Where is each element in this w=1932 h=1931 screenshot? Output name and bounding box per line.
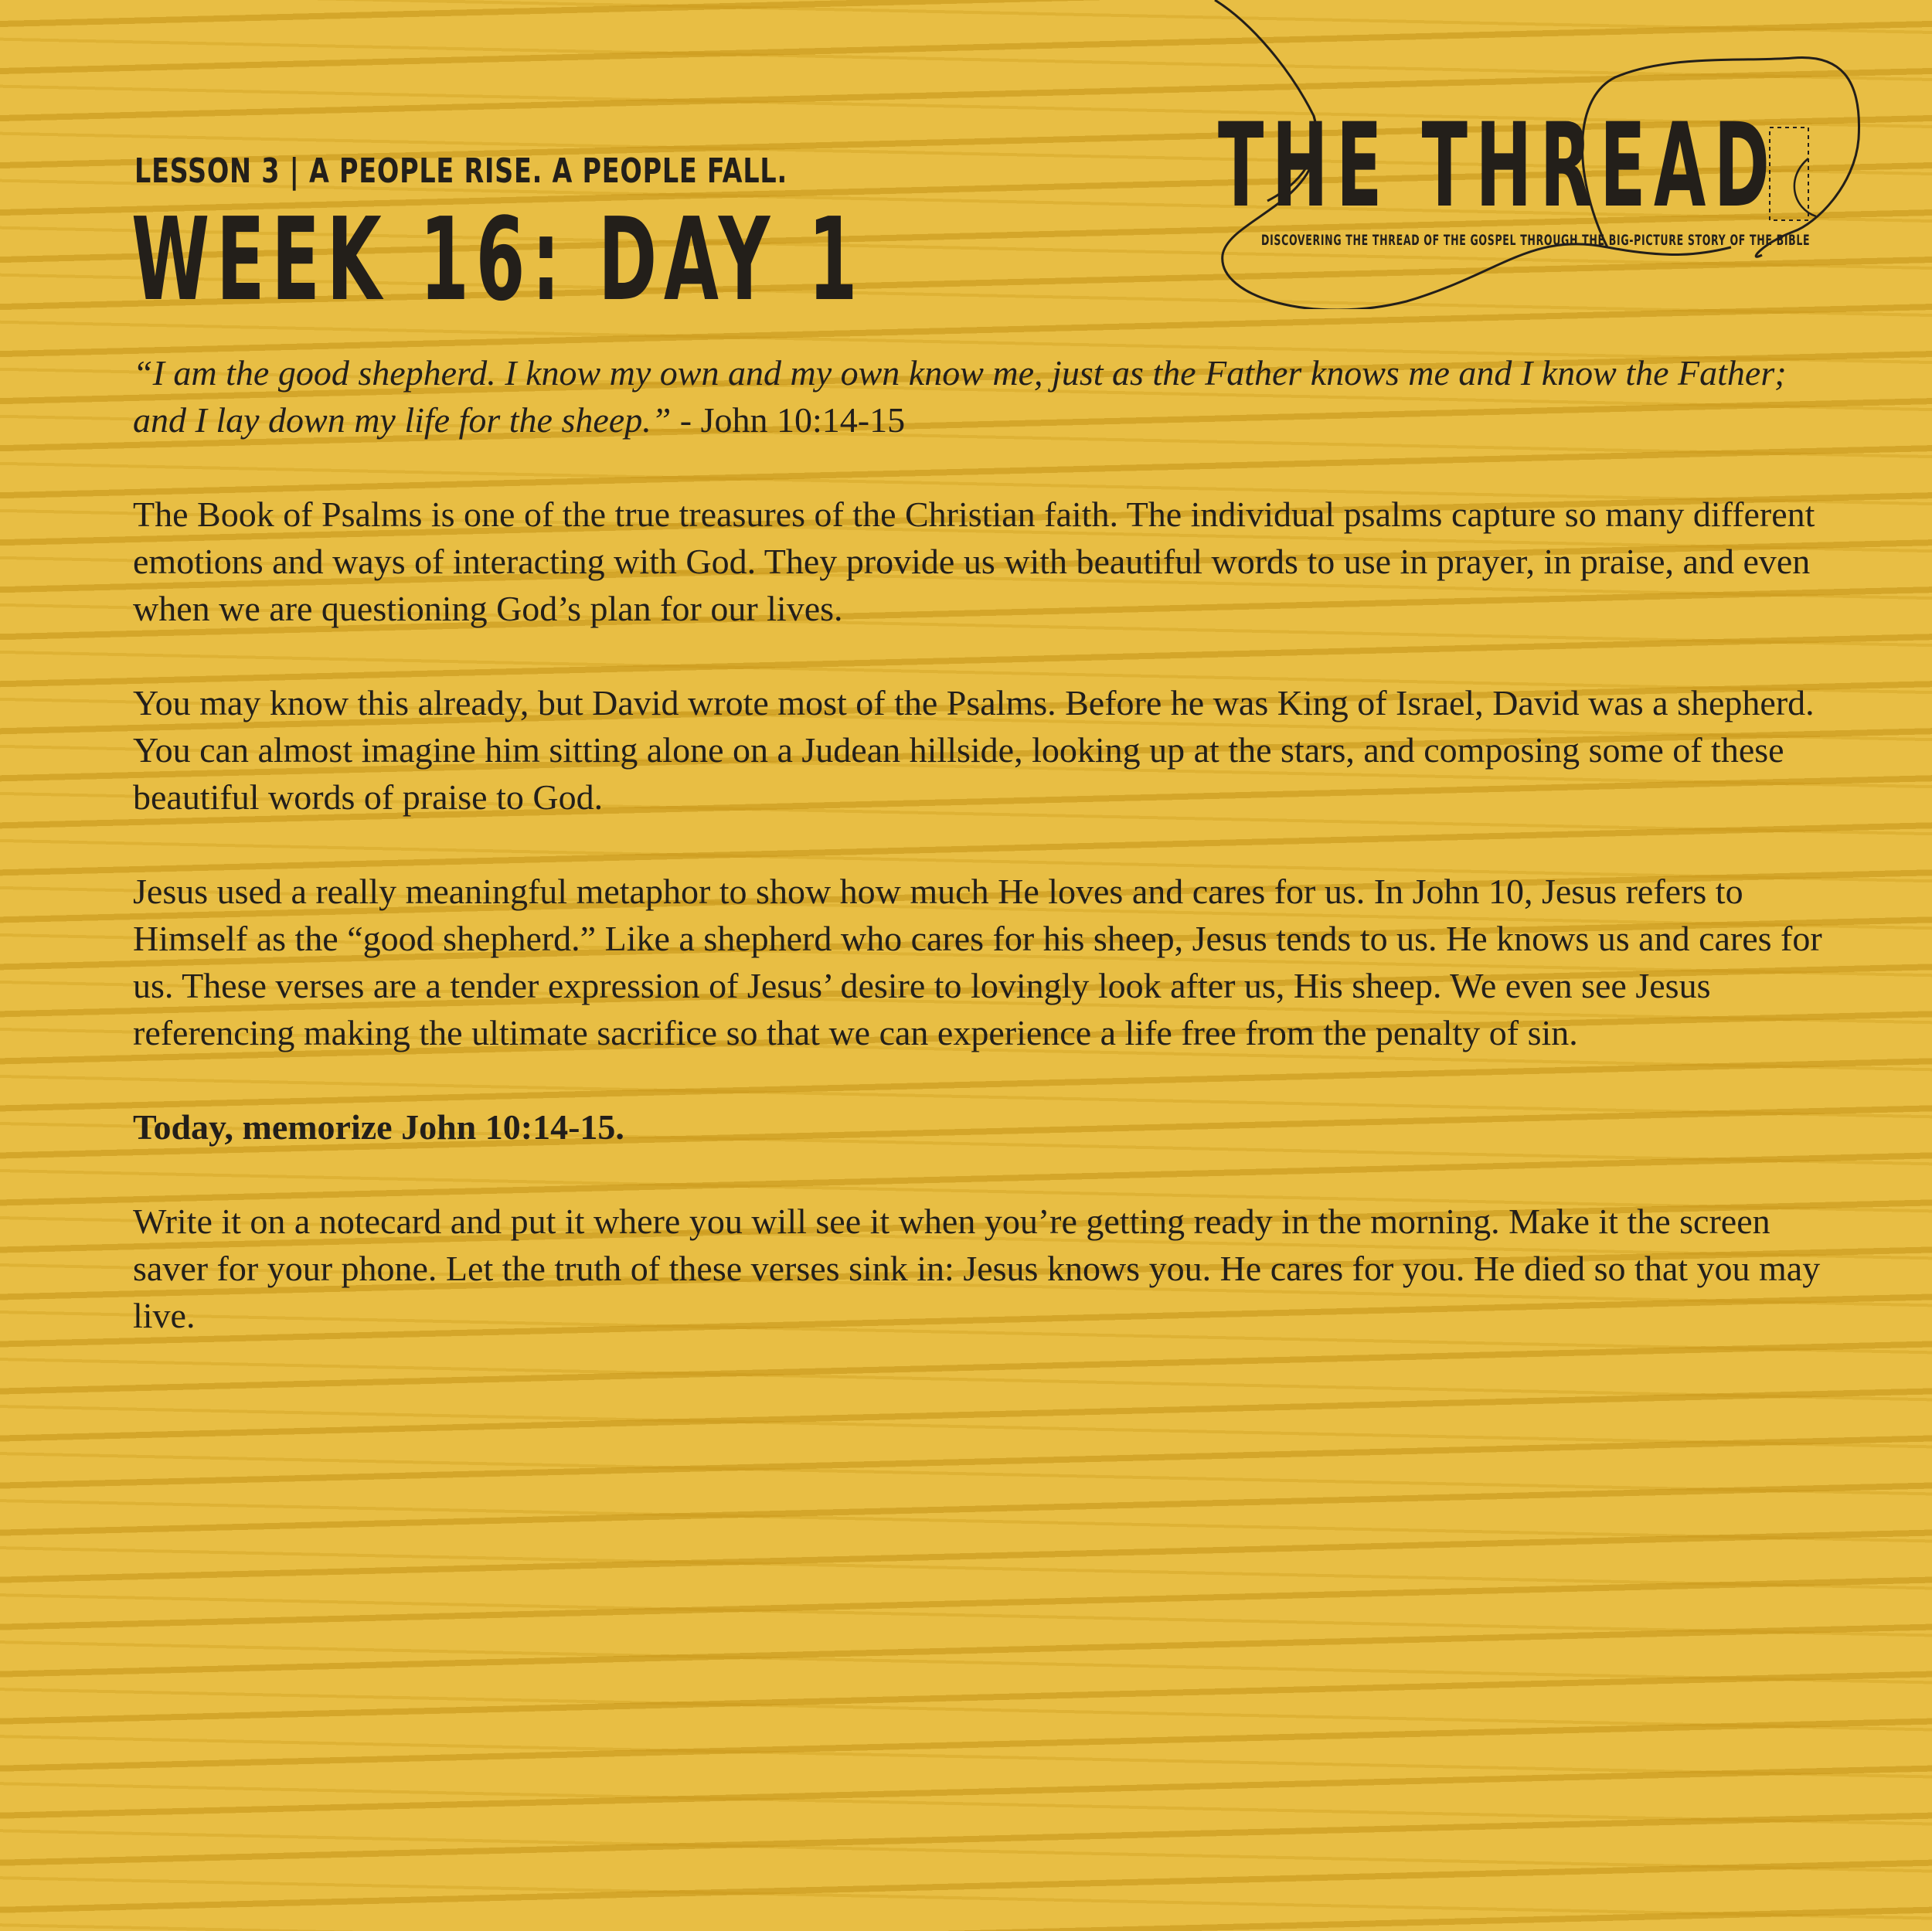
lesson-subtitle: LESSON 3 | A PEOPLE RISE. A PEOPLE FALL. <box>134 151 787 191</box>
paragraph-good-shepherd: Jesus used a really meaningful metaphor to show how much He loves and cares for us. In John 10, Jesus refers to Himself as the “good shepherd.” Like a shepherd who cares for his sheep, Jesus tends to us. He knows us and cares for us. These verses are a tender expression of Jesus’ desire to lovingly look after us, His sheep. We even see Jesus referencing making the ultimate sacrifice so that we can experience a life free from the penalty of sin. <box>133 872 1822 1052</box>
logo-title: THE THREAD <box>1218 99 1778 233</box>
paragraph-david: You may know this already, but David wrote most of the Psalms. Before he was King of Israel, David was a shepherd. You can almost imagine him sitting alone on a Judean hillside, looking up at the stars, and composing some of these beautiful words of praise to God. <box>133 683 1815 817</box>
scripture-verse: “I am the good shepherd. I know my own and my own know me, just as the Father knows me and I know the Father; and I lay down my life for the sheep.” <box>133 353 1787 440</box>
paragraph-psalms: The Book of Psalms is one of the true treasures of the Christian faith. The individual psalms capture so many different emotions and ways of interacting with God. They provide us with beautiful words to use in prayer, in praise, and even when we are questioning God’s plan for our lives. <box>133 495 1815 628</box>
page-title: WEEK 16: DAY 1 <box>131 193 865 326</box>
paragraph-closing: Write it on a notecard and put it where you will see it when you’re getting ready in the morning. Make it the screen saver for your phone. Let the truth of these verses sink in: Jesus knows you. He cares for you. He died so that you may live. <box>133 1202 1821 1335</box>
scripture-reference: - John 10:14-15 <box>671 400 906 440</box>
memorize-instruction: Today, memorize John 10:14-15. <box>133 1107 624 1147</box>
logo-tagline: DISCOVERING THE THREAD OF THE GOSPEL THROUGH THE BIG-PICTURE STORY OF THE BIBLE <box>1261 232 1811 249</box>
devotional-body <box>133 349 1833 1386</box>
scripture-quote <box>133 349 1833 444</box>
the-thread-logo <box>1206 0 1878 309</box>
